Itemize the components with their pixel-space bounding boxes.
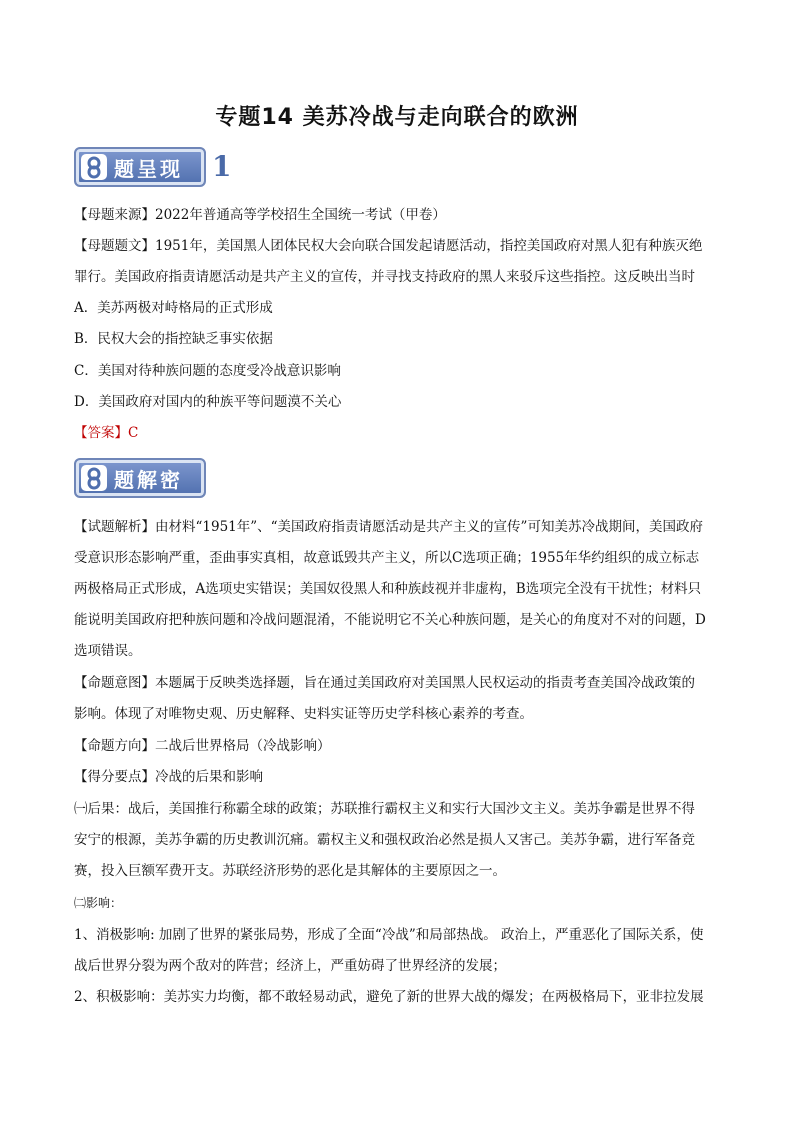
analysis-line-3: 两极格局正式形成，A选项史实错误；美国奴役黑人和种族歧视并非虚构，B选项完全没有干扰性；材料只 — [74, 581, 702, 597]
keypoints-line — [74, 767, 734, 787]
body-line-5: 1、消极影响: 加剧了世界的紧张局势，形成了全面“冷战”和局部热战。 政治上，严重恶化了国际关系，使 — [74, 927, 704, 943]
section-banner-analysis — [74, 458, 206, 498]
page-title: 专题14 美苏冷战与走向联合的欧洲 — [215, 105, 579, 130]
option-b: B．民权大会的指控缺乏事实依据 — [74, 331, 273, 347]
answer-tag: 【答案】 — [74, 425, 128, 441]
analysis-line-1 — [74, 517, 734, 537]
answer-value: C — [128, 425, 139, 441]
body-line-6: 战后世界分裂为两个敌对的阵营；经济上，严重妨碍了世界经济的发展； — [74, 958, 506, 974]
question-text-1: 1951年，美国黑人团体民权大会向联合国发起请愿活动，指控美国政府对黑人犯有种族灭绝 — [155, 238, 703, 254]
question-tag: 【母题题文】 — [74, 238, 155, 254]
direction-tag: 【命题方向】 — [74, 738, 155, 754]
direction-line — [74, 736, 734, 756]
option-d: D．美国政府对国内的种族平等问题漠不关心 — [74, 394, 342, 410]
body-line-3: 赛，投入巨额军费开支。苏联经济形势的恶化是其解体的主要原因之一。 — [74, 863, 506, 879]
source-text: 2022年普通高等学校招生全国统一考试（甲卷） — [155, 207, 446, 223]
keypoints-tag: 【得分要点】 — [74, 769, 155, 785]
direction-text: 二战后世界格局（冷战影响） — [155, 738, 331, 754]
source-tag: 【母题来源】 — [74, 207, 155, 223]
option-a: A．美苏两极对峙格局的正式形成 — [74, 300, 273, 316]
intent-line-1 — [74, 673, 734, 693]
analysis-line-2: 受意识形态影响严重，歪曲事实真相，故意诋毁共产主义，所以C选项正确；1955年华约组织的成立标志 — [74, 550, 700, 566]
keypoints-text: 冷战的后果和影响 — [155, 769, 263, 785]
question-line-2: 罪行。美国政府指责请愿活动是共产主义的宣传，并寻找支持政府的黑人来驳斥这些指控。这反映出当时 — [74, 269, 695, 285]
body-line-2: 安宁的根源，美苏争霸的历史教训沉痛。霸权主义和强权政治必然是损人又害己。美苏争霸，进行军备竞 — [74, 832, 695, 848]
analysis-line-4: 能说明美国政府把种族问题和冷战问题混淆，不能说明它不关心种族问题，是关心的角度对不对的问题，D — [74, 612, 706, 628]
section-banner-question — [74, 147, 206, 187]
body-line-7: 2、积极影响：美苏实力均衡，都不敢轻易动武，避免了新的世界大战的爆发；在两极格局下，亚非拉发展 — [74, 989, 704, 1005]
intent-tag: 【命题意图】 — [74, 675, 155, 691]
section-logo-icon — [81, 465, 107, 491]
section-number: 1 — [212, 150, 232, 183]
body-line-4: ㈡影响： — [74, 896, 123, 910]
source-line — [74, 205, 734, 225]
section-banner-label: 题解密 — [114, 468, 183, 492]
option-c: C．美国对待种族问题的态度受冷战意识影响 — [74, 363, 341, 379]
body-line-1: ㈠后果：战后，美国推行称霸全球的政策；苏联推行霸权主义和实行大国沙文主义。美苏争霸是世界不得 — [74, 801, 695, 817]
analysis-tag: 【试题解析】 — [74, 519, 155, 535]
question-line-1 — [74, 236, 734, 256]
answer-line — [74, 423, 734, 443]
intent-text-1: 本题属于反映类选择题，旨在通过美国政府对美国黑人民权运动的指责考查美国冷战政策的 — [155, 675, 695, 691]
analysis-line-5: 选项错误。 — [74, 643, 142, 659]
intent-line-2: 影响。体现了对唯物史观、历史解释、史料实证等历史学科核心素养的考查。 — [74, 706, 533, 722]
section-logo-icon — [81, 154, 107, 180]
analysis-text-1: 由材料“1951年”、“美国政府指责请愿活动是共产主义的宣传”可知美苏冷战期间，美国政府 — [155, 519, 703, 535]
section-banner-label: 题呈现 — [114, 157, 183, 181]
